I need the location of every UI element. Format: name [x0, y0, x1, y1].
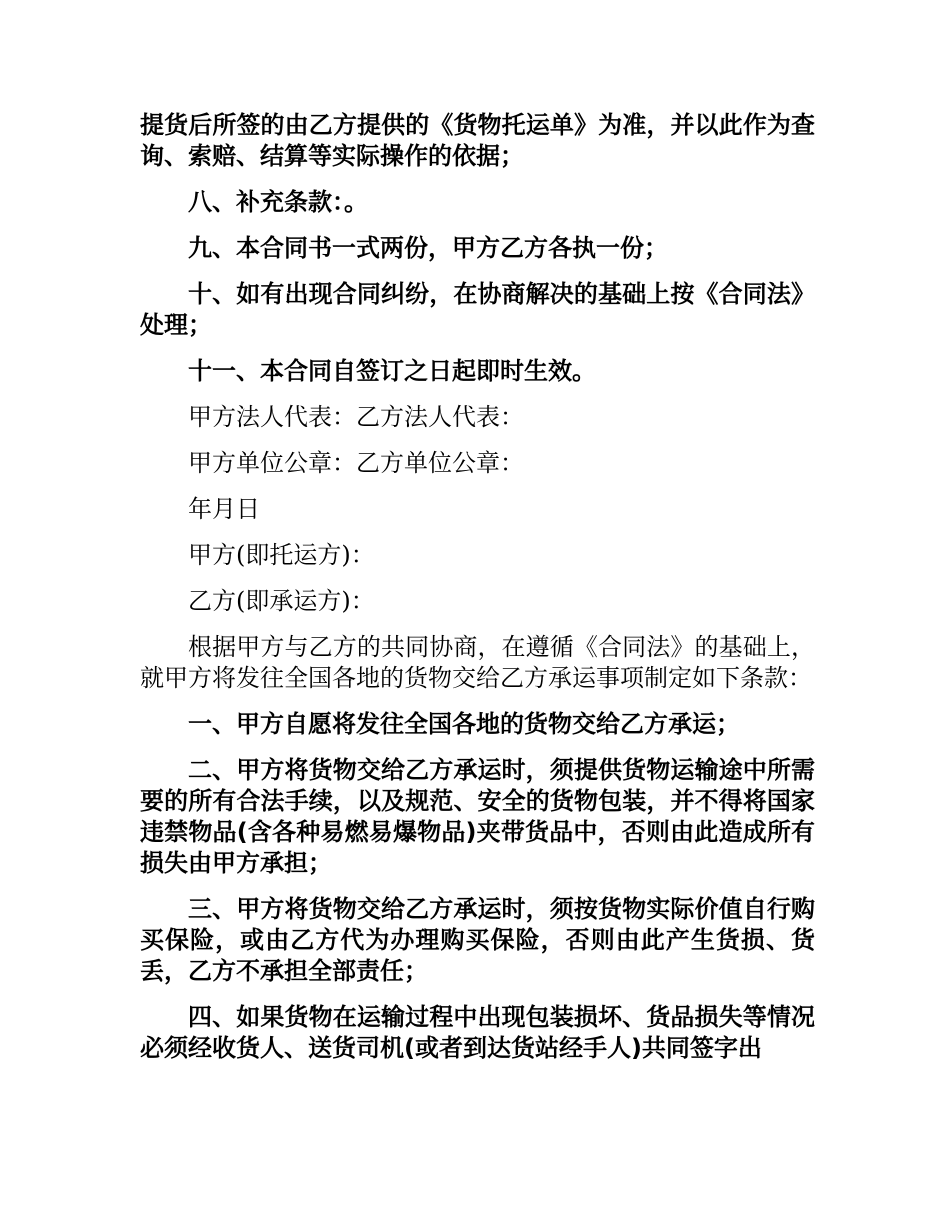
- preamble-paragraph: 根据甲方与乙方的共同协商，在遵循《合同法》的基础上，就甲方将发往全国各地的货物交给乙方承运事项制定如下条款：: [140, 633, 815, 692]
- party-b-carrier: 乙方(即承运方)：: [188, 587, 375, 615]
- paragraph-clause-7-continued: 提货后所签的由乙方提供的《货物托运单》为准，并以此作为查询、索赔、结算等实际操作的依据；: [140, 111, 815, 170]
- paragraph-clause-9: 九、本合同书一式两份，甲方乙方各执一份；: [188, 234, 668, 262]
- paragraph-clause-1: 一、甲方自愿将发往全国各地的货物交给乙方承运；: [188, 710, 740, 738]
- paragraph-clause-3: 三、甲方将货物交给乙方承运时，须按货物实际价值自行购买保险，或由乙方代为办理购买保险，否则由此产生货损、货丢，乙方不承担全部责任；: [140, 895, 815, 985]
- party-a-shipper: 甲方(即托运方)：: [188, 541, 375, 569]
- signature-legal-representatives: 甲方法人代表：乙方法人代表：: [188, 403, 524, 431]
- paragraph-clause-8: 八、补充条款：。: [188, 188, 368, 216]
- signature-company-seals: 甲方单位公章：乙方单位公章：: [188, 449, 524, 477]
- paragraph-clause-11: 十一、本合同自签订之日起即时生效。: [188, 357, 596, 385]
- paragraph-clause-4: 四、如果货物在运输过程中出现包装损坏、货品损失等情况必须经收货人、送货司机(或者到达货站经手人)共同签字出: [140, 1003, 815, 1062]
- paragraph-clause-2: 二、甲方将货物交给乙方承运时，须提供货物运输途中所需要的所有合法手续，以及规范、安全的货物包装，并不得将国家违禁物品(含各种易燃易爆物品)夹带货品中，否则由此造成所有损失由甲方承担；: [140, 756, 815, 877]
- signature-date: 年月日: [188, 495, 260, 523]
- document-body: [140, 110, 815, 1064]
- paragraph-clause-10: 十、如有出现合同纠纷，在协商解决的基础上按《合同法》处理；: [140, 280, 815, 339]
